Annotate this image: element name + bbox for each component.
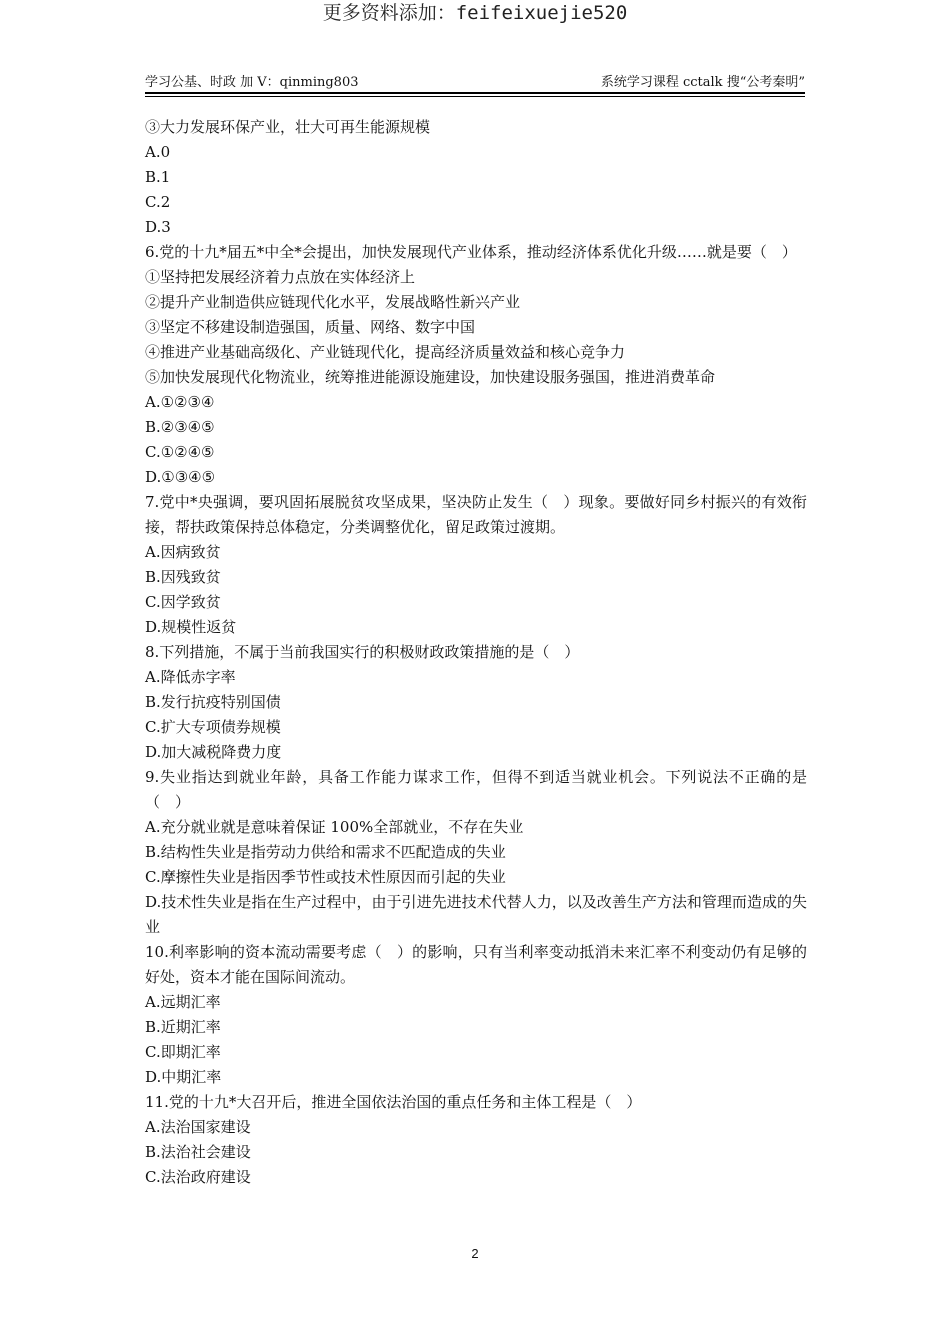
option-line: C.①②④⑤ xyxy=(145,443,215,461)
question-7: 7.党中*央强调，要巩固拓展脱贫攻坚成果，坚决防止发生（ ）现象。要做好同乡村振兴的有效衔接，帮扶政策保持总体稳定，分类调整优化，留足政策过渡期。 xyxy=(145,493,807,536)
option-line: B.结构性失业是指劳动力供给和需求不匹配造成的失业 xyxy=(145,843,506,861)
option-line: B.近期汇率 xyxy=(145,1018,221,1036)
question-8: 8.下列措施，不属于当前我国实行的积极财政政策措施的是（ ） xyxy=(145,643,580,661)
question-11: 11.党的十九*大召开后，推进全国依法治国的重点任务和主体工程是（ ） xyxy=(145,1093,642,1111)
header-right-text: 系统学习课程 cctalk 搜“公考秦明” xyxy=(600,75,805,90)
option-line: B.②③④⑤ xyxy=(145,418,215,436)
option-line: D.加大减税降费力度 xyxy=(145,743,282,761)
option-line: C.2 xyxy=(145,193,171,211)
option-line: C.摩擦性失业是指因季节性或技术性原因而引起的失业 xyxy=(145,868,506,886)
option-line: D.①③④⑤ xyxy=(145,468,216,486)
option-line: B.因残致贫 xyxy=(145,568,221,586)
option-line: D.规模性返贫 xyxy=(145,618,237,636)
header-left-text: 学习公基、时政 加 V：qinming803 xyxy=(145,75,359,90)
option-line: D.3 xyxy=(145,218,171,236)
option-line: C.即期汇率 xyxy=(145,1043,221,1061)
option-line: C.扩大专项债券规模 xyxy=(145,718,281,736)
option-line: A.降低赤字率 xyxy=(145,668,236,686)
page-number: 2 xyxy=(471,1246,479,1261)
option-line: B.发行抗疫特别国债 xyxy=(145,693,281,711)
text-line: ⑤加快发展现代化物流业，统筹推进能源设施建设，加快建设服务强国，推进消费革命 xyxy=(145,368,716,386)
option-line: B.法治社会建设 xyxy=(145,1143,251,1161)
text-line: ②提升产业制造供应链现代化水平，发展战略性新兴产业 xyxy=(145,293,521,311)
option-line: B.1 xyxy=(145,168,171,186)
option-line: A.充分就业就是意味着保证 100%全部就业，不存在失业 xyxy=(145,818,524,836)
question-9: 9.失业指达到就业年龄，具备工作能力谋求工作，但得不到适当就业机会。下列说法不正确的是（ ） xyxy=(145,768,807,811)
text-line: ④推进产业基础高级化、产业链现代化，提高经济质量效益和核心竞争力 xyxy=(145,343,626,361)
option-line: C.因学致贫 xyxy=(145,593,221,611)
option-line: A.因病致贫 xyxy=(145,543,221,561)
option-line: D.中期汇率 xyxy=(145,1068,222,1086)
option-line: A.远期汇率 xyxy=(145,993,221,1011)
watermark-text: 更多资料添加：feifeixuejie520 xyxy=(322,2,628,24)
option-line: D.技术性失业是指在生产过程中，由于引进先进技术代替人力，以及改善生产方法和管理而造成的失业 xyxy=(145,893,807,936)
page-content xyxy=(145,115,807,1190)
page-header xyxy=(145,70,805,94)
question-6: 6.党的十九*届五*中全*会提出，加快发展现代产业体系，推动经济体系优化升级……就是要（ ） xyxy=(145,243,797,261)
text-line: ③大力发展环保产业，壮大可再生能源规模 xyxy=(145,118,431,136)
text-line: ③坚定不移建设制造强国，质量、网络、数字中国 xyxy=(145,318,476,336)
option-line: A.法治国家建设 xyxy=(145,1118,251,1136)
question-10: 10.利率影响的资本流动需要考虑（ ）的影响，只有当利率变动抵消未来汇率不利变动仍有足够的好处，资本才能在国际间流动。 xyxy=(145,943,807,986)
option-line: A.①②③④ xyxy=(145,393,215,411)
option-line: C.法治政府建设 xyxy=(145,1168,251,1186)
option-line: A.0 xyxy=(145,143,171,161)
text-line: ①坚持把发展经济着力点放在实体经济上 xyxy=(145,268,416,286)
